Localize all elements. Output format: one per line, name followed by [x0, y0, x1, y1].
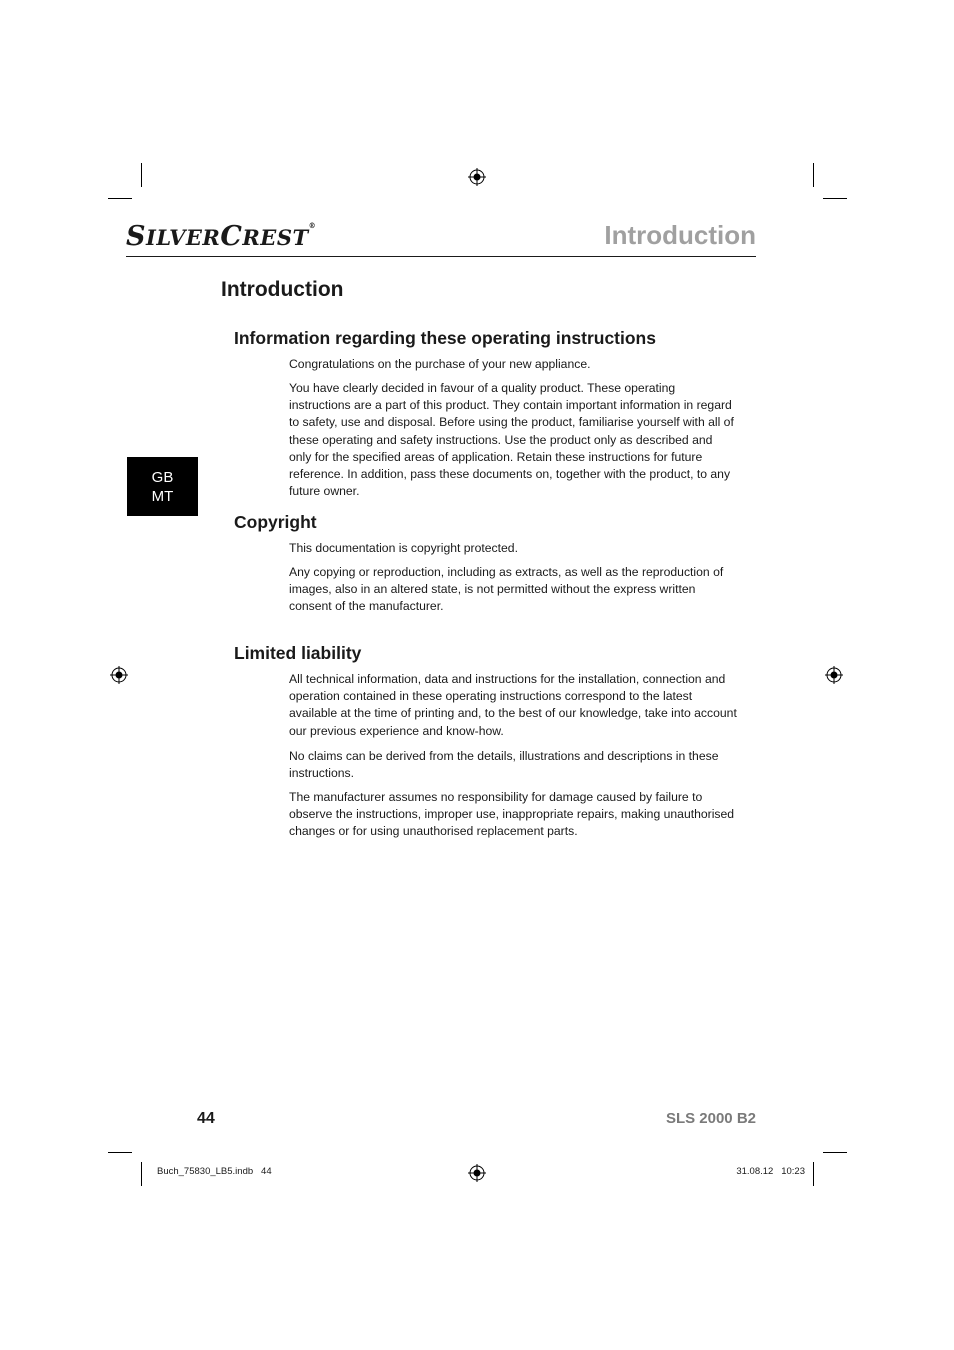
language-code: GB	[151, 469, 174, 486]
brand-logo: SILVERCREST®	[126, 221, 317, 252]
registration-mark-icon	[110, 666, 128, 684]
crop-mark	[823, 1152, 847, 1153]
paragraph: Congratulations on the purchase of your new appliance.	[289, 357, 591, 371]
print-slug-file: Buch_75830_LB5.indb 44	[157, 1166, 272, 1177]
paragraph: All technical information, data and instructions for the installation, connection and operation contained in these operating instructions correspond to the latest available at the time of printing and, to the best of our knowledge, take into account our previous experience and know-how.	[289, 672, 737, 738]
crop-mark	[108, 1152, 132, 1153]
registration-mark-icon	[825, 666, 843, 684]
registration-mark-icon	[468, 1164, 486, 1182]
page-title: Introduction	[221, 278, 344, 301]
language-tab	[127, 457, 198, 516]
paragraph: You have clearly decided in favour of a quality product. These operating instructions are a part of this product. They contain important information in regard to safety, use and disposal. Before using the product, familiarise yourself with all of these operating and safety instructions. Use the product only as described and only for the specified areas of application. Retain these instructions for future reference. In addition, pass these documents on, together with the product, to any future owner.	[289, 381, 734, 499]
page-number: 44	[197, 1110, 215, 1127]
paragraph: This documentation is copyright protected.	[289, 541, 518, 555]
section-heading: Limited liability	[234, 643, 362, 663]
paragraph: No claims can be derived from the details, illustrations and descriptions in these instructions.	[289, 749, 719, 781]
paragraph: Any copying or reproduction, including as extracts, as well as the reproduction of images, also in an altered state, is not permitted without the express written consent of the manufacturer.	[289, 565, 724, 614]
registration-mark-icon	[468, 168, 486, 186]
model-number: SLS 2000 B2	[665, 1110, 756, 1127]
language-code: MT	[151, 488, 174, 505]
crop-mark	[813, 163, 814, 187]
crop-mark	[141, 1162, 142, 1186]
crop-mark	[141, 163, 142, 187]
header-title: Introduction	[604, 220, 756, 250]
header-divider	[126, 256, 756, 257]
crop-mark	[108, 198, 132, 199]
print-slug-date: 31.08.12 10:23	[736, 1166, 805, 1177]
paragraph: The manufacturer assumes no responsibility for damage caused by failure to observe the instructions, improper use, inappropriate repairs, making unauthorised changes or for using unauthorised replacement parts.	[289, 790, 735, 839]
section-heading: Information regarding these operating instructions	[234, 328, 656, 348]
crop-mark	[813, 1162, 814, 1186]
crop-mark	[823, 198, 847, 199]
section-heading: Copyright	[234, 512, 317, 532]
